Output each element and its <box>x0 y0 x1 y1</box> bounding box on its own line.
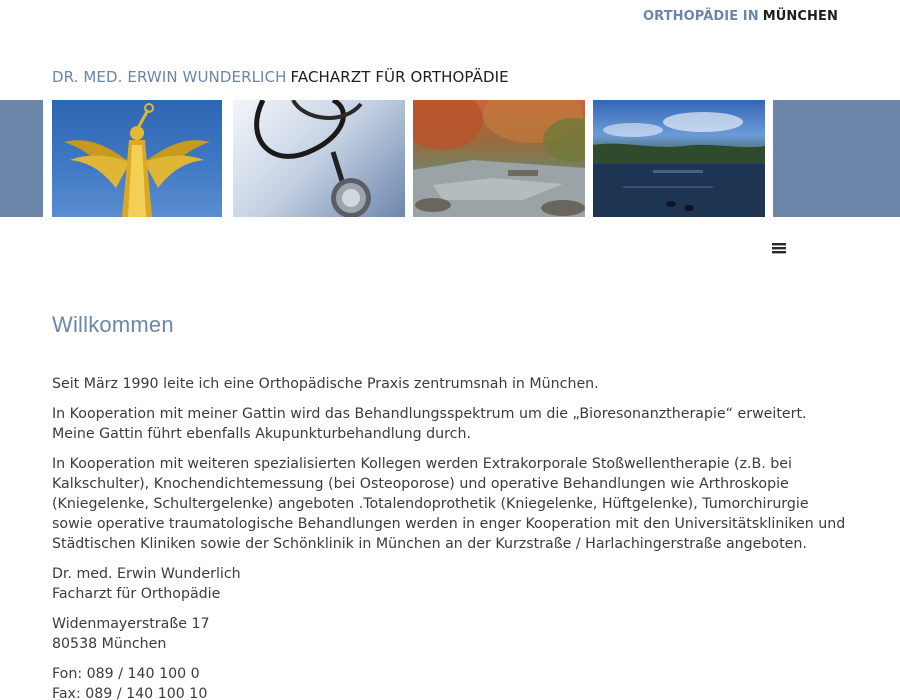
contact-city: 80538 München <box>52 636 167 652</box>
hamburger-menu-button[interactable] <box>770 240 788 254</box>
contact-phone: Fon: 089 / 140 100 0 <box>52 666 200 682</box>
main-content <box>52 312 852 700</box>
hamburger-menu-icon <box>770 241 788 255</box>
banner-image-garden <box>413 100 585 217</box>
brand-tagline: FACHARZT FÜR ORTHOPÄDIE <box>290 68 509 86</box>
banner-side-left <box>0 100 43 217</box>
brand-name: DR. MED. ERWIN WUNDERLICH <box>52 68 287 86</box>
banner-side-right <box>773 100 900 217</box>
page-title: Willkommen <box>52 312 174 337</box>
contact-phone-block <box>52 664 852 700</box>
contact-street: Widenmayerstraße 17 <box>52 616 210 632</box>
banner-image-stethoscope <box>233 100 405 217</box>
cooperation-paragraph: In Kooperation mit weiteren spezialisierten Kollegen werden Extrakorporale Stoßwellentherapie (z.B. bei Kalkschulter), Knochendichtemessung (bei Osteoporose) und operative Behandlungen wie Arthroskopie (Kniegelenke, Schultergelenke) angeboten .Totalendoprothetik (Kniegelenke, Hüftgelenke), Tumorchirurgie sowie operative traumatologische Behandlungen werden in enger Kooperation mit den Universitätskliniken und Städtischen Kliniken sowie der Schönklinik in München an der Kurzstraße / Harlachingerstraße angeboten. <box>52 456 846 552</box>
contact-fax: Fax: 089 / 140 100 10 <box>52 686 208 700</box>
site-brand[interactable] <box>52 68 509 86</box>
contact-title: Facharzt für Orthopädie <box>52 586 221 602</box>
topbar-location <box>643 9 838 24</box>
topbar-city: MÜNCHEN <box>762 9 838 24</box>
banner-image-lake <box>593 100 765 217</box>
banner-image-angel <box>52 100 222 217</box>
contact-name-block <box>52 564 852 604</box>
contact-name: Dr. med. Erwin Wunderlich <box>52 566 241 582</box>
header-banner <box>0 100 900 217</box>
bioresonance-paragraph: In Kooperation mit meiner Gattin wird das Behandlungsspektrum um die „Bioresonanztherapie“ erweitert. Meine Gattin führt ebenfalls Akupunkturbehandlung durch. <box>52 406 807 442</box>
contact-address-block <box>52 614 852 654</box>
intro-paragraph: Seit März 1990 leite ich eine Orthopädische Praxis zentrumsnah in München. <box>52 376 599 392</box>
topbar-prefix: ORTHOPÄDIE IN <box>643 9 759 24</box>
